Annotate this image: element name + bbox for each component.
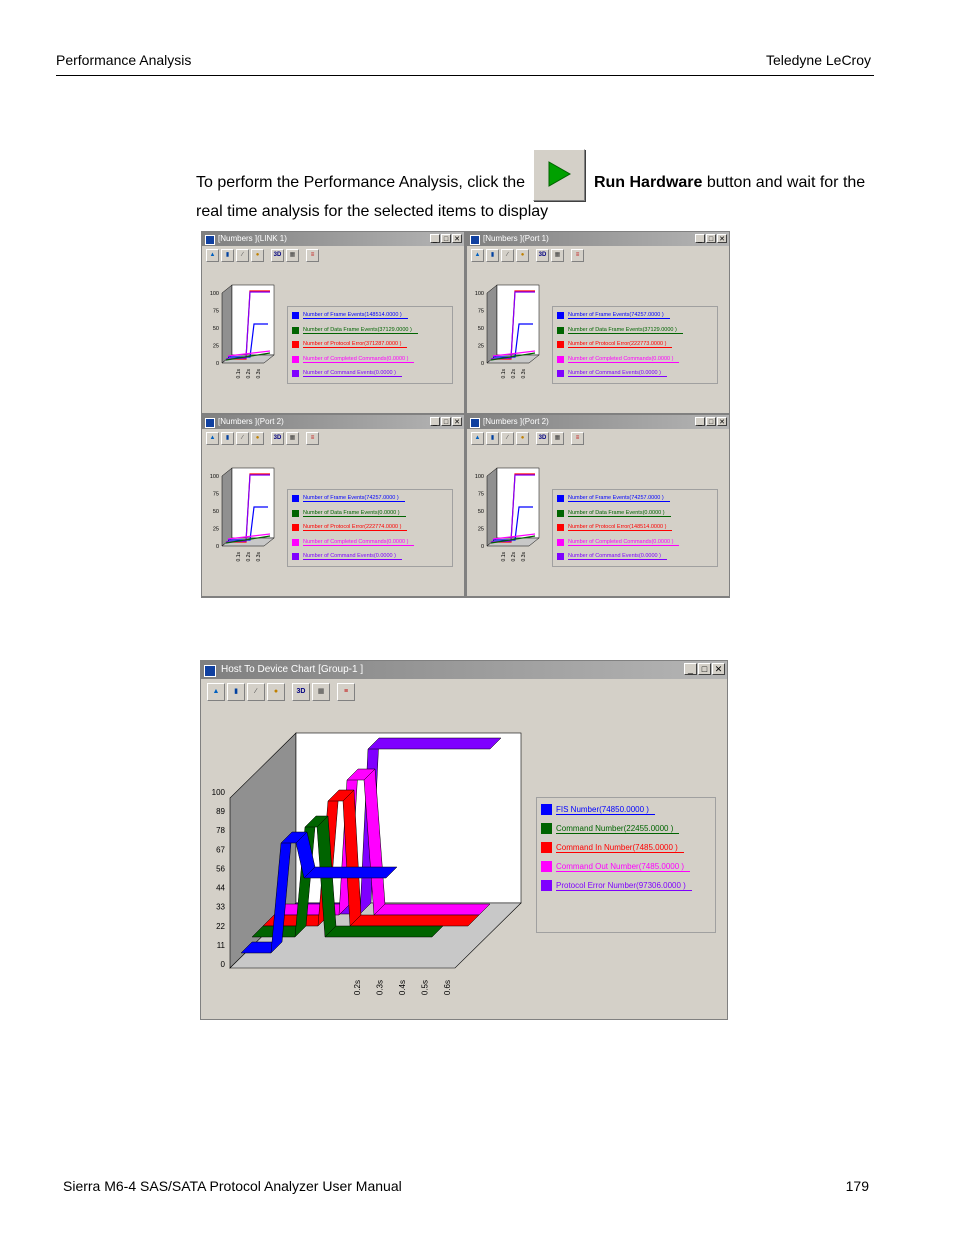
intro-text-after: button and wait for the real time analysis for the selected items to display [196,174,866,220]
3d-toggle-icon: 3D [296,688,306,695]
y-tick-label: 0 [215,544,219,550]
series-toggle-icon: ≡ [343,688,349,695]
legend-label: Number of Frame Events(74257.0000 ) [568,495,670,502]
minimize-button[interactable]: _ [430,234,440,243]
legend-label: Command Out Number(7485.0000 ) [556,862,690,872]
grid-toggle-icon: ▦ [317,688,325,695]
x-tick-label: 0.3s [521,369,527,379]
legend-item [541,880,692,891]
x-tick-label: 0.1s [236,369,242,379]
legend-item [541,842,684,853]
minimize-button[interactable]: _ [684,663,697,675]
x-tick-label: 0.4s [398,980,407,996]
series-ribbon [374,904,490,915]
legend-label: Number of Completed Commands(0.0000 ) [568,356,679,363]
y-tick-label: 75 [212,491,219,498]
area-chart-icon: ▲ [209,252,216,258]
chart-legend [552,306,718,384]
legend-item [292,327,418,334]
legend-item [541,861,690,872]
grid-toggle-tool-button[interactable] [286,432,299,445]
header-company: Teledyne LeCroy [765,52,871,68]
y-tick-label: 22 [216,921,225,931]
pie-chart-icon: ● [520,435,525,441]
y-tick-label: 25 [477,343,484,350]
area-chart-tool-button[interactable] [471,432,484,445]
legend-label: Number of Completed Commands(0.0000 ) [568,539,679,546]
toolbar-spacer [566,249,569,262]
legend-swatch [541,880,552,891]
3d-toggle-icon: 3D [273,435,282,441]
legend-swatch [557,341,564,348]
pie-chart-icon: ● [255,435,260,441]
legend-swatch [557,327,564,334]
toolbar-spacer [301,432,304,445]
app-icon [470,418,480,428]
pie-chart-tool-button[interactable] [267,683,285,701]
legend-item [557,510,671,517]
legend-label: Number of Completed Commands(0.0000 ) [303,356,414,363]
legend-label: Number of Command Events(0.0000 ) [568,553,667,560]
legend-swatch [541,823,552,834]
legend-item [557,553,667,560]
toolbar-spacer [287,683,290,701]
numbers-chart-window [201,231,465,414]
legend-swatch [292,327,299,334]
y-tick-label: 50 [212,326,219,332]
app-icon [470,235,480,245]
minimize-button[interactable]: _ [695,234,705,243]
maximize-button[interactable]: □ [441,417,451,426]
window-titlebar[interactable] [202,232,464,246]
chart-side-wall [487,285,497,363]
chart-side-wall [487,468,497,546]
series-ribbon [304,867,397,878]
host-to-device-chart-window [200,660,728,1020]
line-chart-icon: ∕ [241,435,243,441]
bar-chart-icon: ▮ [490,252,495,258]
intro-paragraph [196,149,886,223]
legend-swatch [292,539,299,546]
x-tick-label: 0.3s [521,552,527,562]
area-chart-icon: ▲ [474,252,481,258]
minimize-button[interactable]: _ [430,417,440,426]
grid-toggle-icon: ▦ [554,252,561,258]
legend-swatch [292,370,299,377]
header-rule [56,75,874,76]
legend-swatch [292,356,299,363]
legend-item [292,370,402,377]
y-tick-label: 100 [474,291,484,297]
run-hardware-button[interactable] [533,149,585,201]
bar-chart-icon: ▮ [225,435,230,441]
legend-label: Number of Command Events(0.0000 ) [568,370,667,377]
y-tick-label: 0 [220,960,225,969]
bar-chart-tool-button[interactable] [227,683,245,701]
grid-toggle-tool-button[interactable] [551,432,564,445]
series-toggle-tool-button[interactable] [571,432,584,445]
grid-toggle-icon: ▦ [289,252,296,258]
chart-side-wall [222,285,232,363]
series-toggle-icon: ≡ [575,435,580,441]
maximize-button[interactable]: □ [698,663,711,675]
legend-swatch [557,370,564,377]
chart-legend [536,797,716,933]
legend-swatch [292,312,299,319]
bar-chart-icon: ▮ [490,435,495,441]
series-toggle-icon: ≡ [310,435,315,441]
y-tick-label: 0 [480,544,484,550]
legend-item [557,539,679,546]
pie-chart-tool-button[interactable] [251,432,264,445]
y-tick-label: 11 [216,940,225,950]
line-chart-tool-button[interactable] [236,432,249,445]
numbers-charts-panel [201,231,730,598]
grid-toggle-icon: ▦ [289,435,296,441]
toolbar-spacer [266,249,269,262]
area-chart-icon: ▲ [212,688,220,695]
y-tick-label: 100 [209,291,219,297]
y-tick-label: 75 [477,308,484,315]
intro-text-before: To perform the Performance Analysis, click the [196,174,526,191]
y-tick-label: 0 [215,361,219,367]
x-tick-label: 0.3s [256,552,262,562]
pie-chart-icon: ● [255,252,260,258]
app-icon [205,418,215,428]
area-chart-tool-button[interactable] [207,683,225,701]
legend-label: FIS Number(74850.0000 ) [556,805,655,815]
legend-swatch [557,510,564,517]
series-ribbon [368,738,501,749]
legend-item [292,495,405,502]
y-tick-label: 75 [212,308,219,315]
maximize-button[interactable]: □ [706,234,716,243]
legend-swatch [557,553,564,560]
line-chart-tool-button[interactable] [501,249,514,262]
area-chart-icon: ▲ [209,435,216,441]
pie-chart-tool-button[interactable] [516,432,529,445]
y-tick-label: 0 [480,361,484,367]
close-button[interactable]: ✕ [712,663,725,675]
y-tick-label: 25 [212,526,219,533]
x-tick-label: 0.2s [511,369,517,379]
window-titlebar[interactable] [467,415,729,429]
chart-back-wall [232,468,274,538]
x-tick-label: 0.2s [511,552,517,562]
line-chart-tool-button[interactable] [236,249,249,262]
toolbar-spacer [301,249,304,262]
area-chart-tool-button[interactable] [206,432,219,445]
chart-legend [287,489,453,567]
3d-toggle-icon: 3D [273,252,282,258]
grid-toggle-tool-button[interactable] [551,249,564,262]
series-toggle-icon: ≡ [575,252,580,258]
x-tick-label: 0.2s [246,552,252,562]
y-tick-label: 67 [216,845,225,855]
footer-manual-title: Sierra M6-4 SAS/SATA Protocol Analyzer User Manual [63,1178,402,1194]
chart-back-wall [497,468,539,538]
legend-item [557,356,679,363]
legend-label: Number of Data Frame Events(37129.0000 ) [303,327,418,334]
legend-swatch [541,842,552,853]
window-title: [Numbers ](Port 2) [483,417,549,426]
series-toggle-tool-button[interactable] [306,249,319,262]
legend-label: Command In Number(7485.0000 ) [556,843,684,853]
x-tick-label: 0.3s [256,369,262,379]
bar-chart-icon: ▮ [225,252,230,258]
y-tick-label: 100 [209,474,219,480]
intro-bold-run-hardware: Run Hardware [593,174,703,191]
series-toggle-icon: ≡ [310,252,315,258]
numbers-chart-window [201,414,465,597]
bar-chart-icon: ▮ [234,688,238,695]
legend-label: Number of Command Events(0.0000 ) [303,553,402,560]
y-tick-label: 100 [474,474,484,480]
bar-chart-tool-button[interactable] [486,432,499,445]
pie-chart-icon: ● [520,252,525,258]
numbers-chart-window [466,231,730,414]
x-tick-label: 0.1s [236,552,242,562]
pie-chart-tool-button[interactable] [251,249,264,262]
area-chart-tool-button[interactable] [471,249,484,262]
y-tick-label: 100 [211,788,225,797]
legend-label: Number of Data Frame Events(37129.0000 ) [568,327,683,334]
area-chart-tool-button[interactable] [206,249,219,262]
toolbar-spacer [266,432,269,445]
window-title: [Numbers ](Port 1) [483,234,549,243]
y-tick-label: 89 [216,807,225,817]
legend-label: Protocol Error Number(97306.0000 ) [556,881,692,891]
legend-label: Number of Data Frame Events(0.0000 ) [568,510,671,517]
bar-chart-tool-button[interactable] [221,249,234,262]
legend-swatch [557,539,564,546]
legend-swatch [292,495,299,502]
legend-item [292,510,406,517]
window-titlebar[interactable] [202,415,464,429]
legend-swatch [292,341,299,348]
3d-toggle-tool-button[interactable] [536,432,549,445]
legend-label: Number of Frame Events(148514.0000 ) [303,312,408,319]
legend-item [292,312,408,319]
series-toggle-tool-button[interactable] [306,432,319,445]
window-titlebar[interactable] [467,232,729,246]
y-tick-label: 50 [477,326,484,332]
legend-label: Number of Frame Events(74257.0000 ) [568,312,670,319]
y-tick-label: 44 [216,883,225,893]
maximize-button[interactable]: □ [706,417,716,426]
line-chart-tool-button[interactable] [501,432,514,445]
legend-swatch [541,861,552,872]
numbers-chart-window [466,414,730,597]
legend-item [292,539,414,546]
chart-side-wall [222,468,232,546]
x-tick-label: 0.5s [420,980,430,996]
line-chart-tool-button[interactable] [247,683,265,701]
y-tick-label: 56 [216,864,225,874]
grid-toggle-tool-button[interactable] [286,249,299,262]
x-tick-label: 0.2s [246,369,252,379]
chart-back-wall [232,285,274,355]
bar-chart-tool-button[interactable] [486,249,499,262]
close-button[interactable]: ✕ [452,234,462,243]
legend-label: Command Number(22455.0000 ) [556,824,679,834]
window-title: [Numbers ](LINK 1) [218,234,287,243]
legend-item [557,370,667,377]
3d-toggle-tool-button[interactable] [292,683,310,701]
legend-item [292,553,402,560]
area-chart-icon: ▲ [474,435,481,441]
line-chart-icon: ∕ [255,688,257,695]
toolbar-spacer [531,249,534,262]
legend-item [541,804,655,815]
3d-toggle-icon: 3D [538,252,547,258]
3d-toggle-tool-button[interactable] [271,249,284,262]
legend-label: Number of Command Events(0.0000 ) [303,370,402,377]
x-tick-label: 0.6s [443,980,452,996]
y-tick-label: 25 [212,343,219,350]
y-tick-label: 33 [216,902,225,912]
legend-swatch [292,510,299,517]
toolbar-spacer [566,432,569,445]
legend-item [557,327,683,334]
toolbar-spacer [531,432,534,445]
minimize-button[interactable]: _ [695,417,705,426]
legend-swatch [292,553,299,560]
legend-swatch [557,524,564,531]
page-number: 179 [845,1178,869,1194]
3d-toggle-tool-button[interactable] [271,432,284,445]
legend-label: Number of Protocol Error(222773.0000 ) [568,341,672,348]
grid-toggle-tool-button[interactable] [312,683,330,701]
line-chart-icon: ∕ [241,252,243,258]
close-button[interactable]: ✕ [717,417,727,426]
y-tick-label: 78 [216,826,225,836]
pie-chart-tool-button[interactable] [516,249,529,262]
line-chart-icon: ∕ [506,435,508,441]
app-icon [204,665,216,677]
maximize-button[interactable]: □ [441,234,451,243]
legend-item [557,312,670,319]
legend-label: Number of Protocol Error(148514.0000 ) [568,524,672,531]
toolbar-spacer [332,683,335,701]
series-ribbon [350,915,479,926]
legend-label: Number of Frame Events(74257.0000 ) [303,495,405,502]
legend-label: Number of Protocol Error(371287.0000 ) [303,341,407,348]
legend-swatch [557,312,564,319]
legend-item [557,524,672,531]
legend-swatch [292,524,299,531]
x-tick-label: 0.3s [375,980,385,996]
y-tick-label: 50 [212,509,219,515]
pie-chart-icon: ● [273,688,279,695]
window-titlebar[interactable] [201,661,727,679]
legend-label: Number of Data Frame Events(0.0000 ) [303,510,406,517]
close-button[interactable]: ✕ [717,234,727,243]
header-section-title: Performance Analysis [56,52,192,68]
app-icon [205,235,215,245]
window-title: Host To Device Chart [Group-1 ] [221,664,364,675]
y-tick-label: 50 [477,509,484,515]
legend-swatch [541,804,552,815]
y-tick-label: 25 [477,526,484,533]
chart-legend [287,306,453,384]
legend-item [292,356,414,363]
bar-chart-tool-button[interactable] [221,432,234,445]
legend-item [541,823,679,834]
series-ribbon [325,926,443,937]
chart-back-wall [497,285,539,355]
x-tick-label: 0.1s [501,369,507,379]
play-icon [547,161,571,187]
x-tick-label: 0.1s [501,552,507,562]
line-chart-icon: ∕ [506,252,508,258]
legend-item [292,341,407,348]
series-toggle-tool-button[interactable] [337,683,355,701]
grid-toggle-icon: ▦ [554,435,561,441]
chart-legend [552,489,718,567]
legend-item [292,524,407,531]
legend-label: Number of Completed Commands(0.0000 ) [303,539,414,546]
close-button[interactable]: ✕ [452,417,462,426]
legend-item [557,495,670,502]
window-title: [Numbers ](Port 2) [218,417,284,426]
legend-swatch [557,495,564,502]
legend-label: Number of Protocol Error(222774.0000 ) [303,524,407,531]
series-toggle-tool-button[interactable] [571,249,584,262]
y-tick-label: 75 [477,491,484,498]
legend-item [557,341,672,348]
x-tick-label: 0.2s [353,980,362,996]
3d-toggle-icon: 3D [538,435,547,441]
legend-swatch [557,356,564,363]
3d-toggle-tool-button[interactable] [536,249,549,262]
